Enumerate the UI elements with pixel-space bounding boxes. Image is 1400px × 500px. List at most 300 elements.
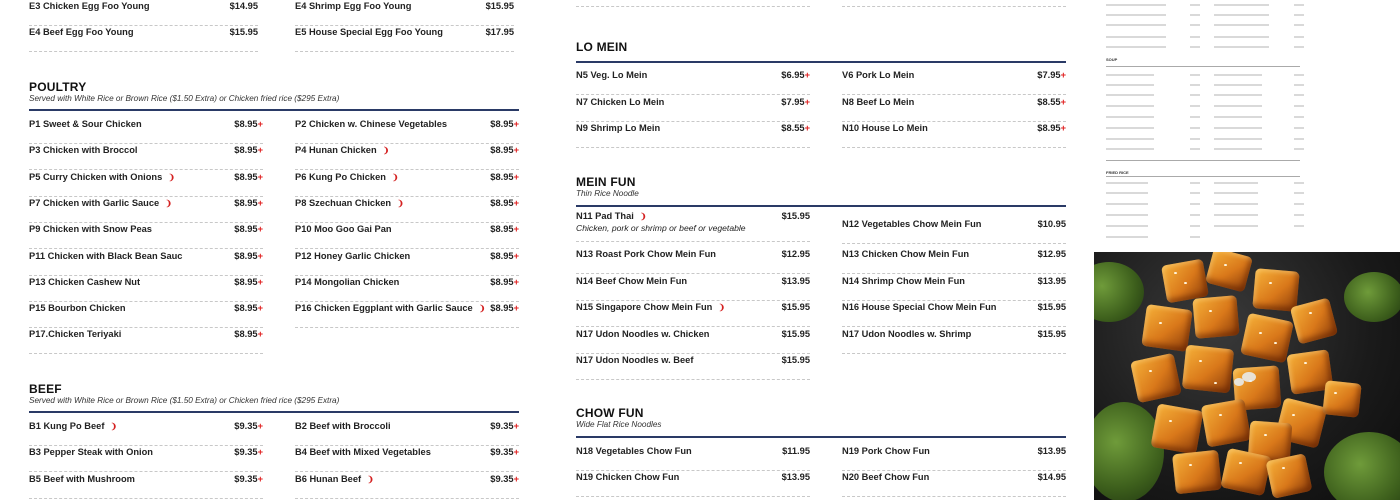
price-plus-sign: +	[1060, 123, 1066, 133]
menu-item	[576, 445, 810, 471]
menu-item-name-text: P10 Moo Goo Gai Pan	[295, 224, 392, 235]
menu-item	[576, 69, 810, 95]
thumb-text-line	[1214, 36, 1269, 38]
price-plus-sign: +	[257, 224, 263, 235]
menu-item-name	[29, 474, 135, 484]
menu-item-price-value: $17.95	[485, 27, 514, 37]
menu-item-name-text: P9 Chicken with Snow Peas	[29, 224, 152, 235]
chicken-piece	[1252, 268, 1299, 312]
menu-item-name	[295, 27, 443, 37]
menu-item-price	[490, 474, 519, 484]
chili-pepper-icon: ❩	[165, 198, 172, 208]
thumb-text-line	[1214, 94, 1262, 96]
menu-item-name-text: N16 House Special Chow Mein Fun	[842, 302, 997, 312]
thumb-text-line	[1106, 84, 1154, 86]
menu-item-price-value: $8.95	[490, 276, 514, 287]
menu-item-name	[576, 211, 647, 221]
menu-item-price-value: $8.55	[1037, 96, 1061, 107]
menu-item-name	[576, 472, 679, 482]
menu-item-price	[234, 198, 263, 208]
menu-item-name	[29, 198, 172, 208]
menu-item	[29, 144, 263, 170]
menu-item	[29, 328, 263, 354]
price-plus-sign: +	[804, 123, 810, 133]
menu-item-price	[1037, 97, 1066, 107]
sesame-seed	[1264, 434, 1267, 436]
menu-item-price-value: $12.95	[1037, 249, 1066, 259]
price-plus-sign: +	[257, 447, 263, 458]
price-plus-sign: +	[257, 197, 263, 208]
thumb-text-line	[1106, 105, 1154, 107]
thumb-text-line	[1190, 46, 1200, 48]
chili-pepper-icon: ❩	[110, 422, 118, 431]
chicken-piece	[1240, 313, 1294, 364]
menu-item	[576, 248, 810, 274]
thumb-text-line	[1190, 225, 1200, 227]
menu-item-price-value: $6.95	[781, 70, 805, 80]
thumb-text-line	[1294, 138, 1304, 140]
menu-item	[842, 471, 1066, 497]
menu-item-price	[490, 421, 519, 431]
chili-pepper-icon: ❩	[718, 303, 726, 312]
menu-item-price-value: $15.95	[781, 355, 810, 365]
menu-item-name	[842, 472, 929, 482]
thumb-text-line	[1106, 203, 1148, 205]
menu-item-price-value: $15.95	[1037, 302, 1066, 312]
chicken-piece	[1172, 450, 1222, 495]
menu-item-name-text: P1 Sweet & Sour Chicken	[29, 119, 142, 129]
thumb-text-line	[1190, 214, 1200, 216]
menu-item-price-value: $15.95	[1037, 328, 1066, 339]
divider	[842, 6, 1066, 7]
menu-item-price	[490, 303, 519, 313]
menu-item-name-text: P4 Hunan Chicken	[295, 145, 377, 156]
thumb-text-line	[1106, 94, 1154, 96]
price-plus-sign: +	[1060, 70, 1066, 80]
beef-section-subtitle: Served with White Rice or Brown Rice ($1.50 Extra) or Chicken fried rice ($295 Extra)	[29, 396, 340, 405]
menu-item-name-text: P11 Chicken with Black Bean Sauc	[29, 250, 183, 261]
broccoli	[1094, 262, 1144, 322]
menu-item-price-value: $8.95	[234, 224, 258, 235]
chicken-piece	[1161, 259, 1209, 304]
menu-item-name-text: E3 Chicken Egg Foo Young	[29, 1, 150, 11]
menu-item-name	[295, 447, 431, 457]
price-plus-sign: +	[513, 276, 519, 287]
menu-page-thumbnail[interactable]	[1094, 0, 1400, 252]
lo-mein-section-title: LO MEIN	[576, 40, 628, 54]
menu-item-name-text: P8 Szechuan Chicken	[295, 197, 392, 208]
thumb-text-line	[1190, 14, 1200, 16]
menu-item-price-value: $9.35	[234, 473, 258, 484]
menu-item	[29, 446, 263, 472]
menu-item-price-value: $8.95	[234, 119, 258, 129]
menu-item-price	[234, 421, 263, 431]
thumb-text-line	[1214, 46, 1269, 48]
menu-item-price-value: $15.95	[485, 1, 514, 11]
menu-item-price	[781, 97, 810, 107]
menu-item-price	[490, 224, 519, 234]
thumb-text-line	[1214, 14, 1269, 16]
thumb-text-line	[1294, 36, 1304, 38]
menu-item	[29, 197, 263, 223]
chicken-piece	[1322, 380, 1361, 418]
sesame-seed	[1214, 382, 1217, 384]
menu-item-price-value: $9.35	[234, 421, 258, 431]
menu-item-price	[490, 447, 519, 457]
price-plus-sign: +	[1060, 96, 1066, 107]
price-plus-sign: +	[257, 119, 263, 129]
menu-item-name	[295, 421, 391, 431]
menu-item-price	[782, 302, 810, 312]
mein-fun-section-subtitle: Thin Rice Noodle	[576, 189, 639, 198]
menu-item-name	[29, 224, 152, 234]
menu-item-name	[29, 277, 140, 287]
thumb-text-line	[1190, 24, 1200, 26]
chili-pepper-icon: ❩	[639, 212, 647, 221]
thumb-text-line	[1190, 4, 1200, 6]
menu-item-name-text: P7 Chicken with Garlic Sauce	[29, 197, 160, 208]
menu-item-price-value: $9.35	[490, 473, 514, 484]
menu-item-name-text: P13 Chicken Cashew Nut	[29, 276, 141, 287]
menu-item-price-value: $8.95	[234, 171, 258, 182]
menu-item-name-text: E4 Shrimp Egg Foo Young	[295, 1, 412, 11]
chicken-piece	[1265, 453, 1312, 498]
price-plus-sign: +	[513, 303, 519, 314]
thumb-text-line	[1214, 225, 1258, 227]
menu-item-price	[1038, 329, 1066, 339]
thumb-text-line	[1106, 74, 1154, 76]
menu-item	[842, 301, 1066, 327]
menu-item-price-value: $8.95	[490, 197, 514, 208]
thumb-text-line	[1214, 192, 1258, 194]
menu-item-price-value: $8.95	[234, 250, 258, 261]
menu-item-name	[29, 303, 126, 313]
menu-item	[295, 118, 519, 144]
menu-item-price-value: $15.95	[229, 27, 258, 37]
sesame-seed	[1304, 362, 1307, 364]
menu-item-price	[234, 329, 263, 339]
price-plus-sign: +	[513, 250, 519, 261]
menu-item	[29, 420, 263, 446]
menu-item-name-text: N20 Beef Chow Fun	[842, 472, 930, 482]
menu-item-name	[29, 119, 142, 129]
thumb-text-line	[1106, 4, 1166, 6]
menu-item-name-text: P2 Chicken w. Chinese Vegetables	[295, 119, 448, 129]
menu-item-price-value: $13.95	[1037, 446, 1066, 456]
menu-item	[842, 122, 1066, 148]
menu-item-name-text: N9 Shrimp Lo Mein	[576, 123, 661, 133]
menu-item-name-text: N15 Singapore Chow Mein Fun	[576, 302, 713, 312]
menu-item-price	[782, 472, 810, 482]
menu-item-name	[29, 329, 121, 339]
mein-fun-section-title: MEIN FUN	[576, 175, 636, 189]
menu-item	[576, 96, 810, 122]
thumb-text-line	[1294, 24, 1304, 26]
menu-item-price	[490, 145, 519, 155]
menu-item	[29, 26, 258, 52]
sesame-seed	[1274, 342, 1277, 344]
menu-item	[842, 248, 1066, 274]
price-plus-sign: +	[257, 303, 263, 314]
menu-item-price	[1038, 302, 1066, 312]
menu-item-name	[842, 249, 969, 259]
thumb-text-line	[1214, 24, 1269, 26]
menu-item	[842, 275, 1066, 301]
sesame-seed	[1169, 420, 1172, 422]
menu-item-name-text: N14 Beef Chow Mein Fun	[576, 275, 688, 286]
price-plus-sign: +	[513, 447, 519, 458]
chicken-piece	[1151, 403, 1204, 454]
thumb-text-line	[1294, 148, 1304, 150]
menu-item-price	[1037, 70, 1066, 80]
menu-item-price-value: $14.95	[229, 1, 258, 11]
thumb-text-line	[1190, 236, 1200, 238]
menu-item	[842, 328, 1066, 354]
sesame-seed	[1309, 312, 1312, 314]
chicken-piece	[1182, 345, 1234, 394]
thumb-text-line	[1214, 105, 1262, 107]
menu-item-name-text: E4 Beef Egg Foo Young	[29, 27, 134, 37]
menu-item-price-value: $12.95	[781, 249, 810, 259]
menu-item-price-value: $15.95	[781, 328, 810, 339]
menu-item	[576, 328, 810, 354]
price-plus-sign: +	[257, 421, 263, 431]
menu-item-price-value: $8.95	[490, 119, 514, 129]
thumb-text-line	[1190, 94, 1200, 96]
menu-item-name	[576, 329, 709, 339]
menu-item	[29, 276, 263, 302]
menu-item-price	[230, 27, 258, 37]
thumb-text-line	[1190, 105, 1200, 107]
menu-item-price	[490, 277, 519, 287]
menu-item-name	[295, 145, 389, 155]
chili-pepper-icon: ❩	[367, 474, 374, 484]
menu-item-price-value: $9.35	[234, 447, 258, 458]
menu-item-name	[842, 276, 965, 286]
food-photo	[1094, 252, 1400, 500]
sesame-seed	[1239, 462, 1242, 464]
chicken-piece	[1220, 448, 1271, 496]
menu-item-name-text: N18 Vegetables Chow Fun	[576, 446, 692, 456]
menu-item-price	[486, 27, 514, 37]
menu-item-price-value: $8.95	[1037, 123, 1061, 133]
menu-item	[576, 301, 810, 327]
thumb-text-line	[1214, 148, 1262, 150]
menu-item-price-value: $15.95	[781, 302, 810, 312]
menu-item-price	[1038, 472, 1066, 482]
menu-item-price	[782, 211, 810, 221]
price-plus-sign: +	[257, 276, 263, 287]
menu-item-name	[576, 446, 692, 456]
divider	[576, 6, 810, 7]
thumb-text-line	[1190, 116, 1200, 118]
poultry-section-divider	[29, 109, 519, 111]
menu-item	[842, 69, 1066, 95]
price-plus-sign: +	[257, 171, 263, 182]
menu-item-name-text: N17 Udon Noodles w. Shrimp	[842, 328, 972, 339]
menu-item-price	[234, 447, 263, 457]
broccoli	[1344, 272, 1400, 322]
menu-item-name	[29, 27, 134, 37]
menu-item-name-text: P15 Bourbon Chicken	[29, 303, 126, 314]
price-plus-sign: +	[513, 421, 519, 431]
menu-item-name-text: P5 Curry Chicken with Onions	[29, 171, 163, 182]
broccoli	[1324, 432, 1400, 500]
thumb-text-line	[1214, 138, 1262, 140]
thumb-text-line	[1214, 74, 1262, 76]
menu-item-price-value: $8.95	[490, 171, 514, 182]
sesame-seed	[1334, 392, 1337, 394]
thumb-soup-label: SOUP	[1106, 57, 1118, 62]
thumb-text-line	[1190, 148, 1200, 150]
thumb-text-line	[1214, 203, 1258, 205]
menu-item-price-value: $8.95	[234, 197, 258, 208]
chow-fun-section-title: CHOW FUN	[576, 406, 644, 420]
menu-item	[576, 122, 810, 148]
menu-item-price	[234, 303, 263, 313]
menu-item-price	[781, 123, 810, 133]
broccoli	[1094, 402, 1164, 500]
menu-item	[295, 473, 519, 499]
menu-item-name	[295, 277, 399, 287]
sesame-seed	[1219, 414, 1222, 416]
price-plus-sign: +	[257, 250, 263, 261]
menu-item	[29, 223, 263, 249]
menu-item-name	[576, 276, 687, 286]
thumb-text-line	[1190, 36, 1200, 38]
menu-item	[842, 218, 1066, 244]
menu-item-name-text: N5 Veg. Lo Mein	[576, 70, 648, 80]
menu-item-price-value: $14.95	[1037, 472, 1066, 482]
menu-item-name-text: P14 Mongolian Chicken	[295, 276, 400, 287]
chili-pepper-icon: ❩	[168, 172, 175, 182]
menu-item-name-text: N17 Udon Noodles w. Chicken	[576, 328, 710, 339]
menu-item-name-text: P12 Honey Garlic Chicken	[295, 250, 411, 261]
menu-item-name-text: P6 Kung Po Chicken	[295, 171, 386, 182]
menu-item-name	[842, 70, 914, 80]
price-plus-sign: +	[513, 197, 519, 208]
menu-item-name-text: B3 Pepper Steak with Onion	[29, 447, 153, 458]
menu-item-price	[1038, 276, 1066, 286]
thumb-text-line	[1294, 84, 1304, 86]
menu-item-name	[842, 329, 971, 339]
menu-item-price-value: $7.95	[781, 96, 805, 107]
menu-item-name-text: N17 Udon Noodles w. Beef	[576, 355, 694, 365]
menu-item-name-text: N13 Chicken Chow Mein Fun	[842, 249, 970, 259]
price-plus-sign: +	[257, 473, 263, 484]
thumb-divider	[1106, 160, 1300, 161]
thumb-text-line	[1214, 127, 1262, 129]
thumb-text-line	[1214, 214, 1258, 216]
chicken-piece	[1130, 353, 1182, 403]
thumb-text-line	[1106, 192, 1148, 194]
menu-item-name-text: V6 Pork Lo Mein	[842, 70, 915, 80]
menu-item-name	[295, 224, 392, 234]
menu-item-name-text: N10 House Lo Mein	[842, 123, 928, 133]
thumb-text-line	[1106, 116, 1154, 118]
menu-item-name	[295, 1, 411, 11]
menu-item-name-text: P17.Chicken Teriyaki	[29, 329, 122, 340]
chili-pepper-icon: ❩	[391, 172, 399, 182]
menu-item-price	[234, 119, 263, 129]
chicken-piece	[1290, 297, 1338, 344]
menu-item-name	[842, 446, 930, 456]
menu-item-price-value: $8.95	[234, 303, 258, 314]
menu-item-price-value: $13.95	[781, 472, 810, 482]
chicken-piece	[1192, 295, 1239, 339]
menu-item	[576, 275, 810, 301]
menu-item-name	[29, 145, 138, 155]
chow-fun-section-subtitle: Wide Flat Rice Noodles	[576, 420, 662, 429]
menu-item-name-text: N13 Roast Pork Chow Mein Fun	[576, 249, 716, 259]
menu-item-name	[29, 172, 175, 182]
thumb-text-line	[1106, 14, 1166, 16]
menu-item-name-text: N8 Beef Lo Mein	[842, 96, 915, 107]
sesame-seed	[1292, 414, 1295, 416]
menu-item-name	[295, 474, 374, 484]
menu-item-name-text: B6 Hunan Beef	[295, 473, 362, 484]
sesame-seed	[1149, 370, 1152, 372]
menu-item-price-value: $8.95	[490, 250, 514, 261]
thumb-text-line	[1294, 105, 1304, 107]
mein-fun-section-divider	[576, 205, 1066, 207]
menu-item	[295, 250, 519, 276]
menu-item-name	[842, 123, 928, 133]
price-plus-sign: +	[804, 96, 810, 107]
menu-item-name-text: B1 Kung Po Beef	[29, 421, 105, 431]
menu-item-price-value: $8.95	[234, 329, 258, 340]
menu-item-name-text: B2 Beef with Broccoli	[295, 421, 391, 431]
menu-item-price	[782, 446, 810, 456]
thumb-text-line	[1294, 192, 1304, 194]
thumb-text-line	[1190, 182, 1200, 184]
menu-item	[295, 446, 519, 472]
menu-item-name-text: N11 Pad Thai	[576, 211, 634, 221]
thumb-text-line	[1190, 84, 1200, 86]
thumb-text-line	[1294, 74, 1304, 76]
menu-item-name	[576, 97, 664, 107]
thumb-text-line	[1106, 138, 1154, 140]
menu-item-name-text: P16 Chicken Eggplant with Garlic Sauce	[295, 303, 473, 314]
menu-item	[29, 473, 263, 499]
menu-item-price	[490, 172, 519, 182]
menu-item-price-value: $8.55	[781, 123, 805, 133]
menu-item-name	[576, 123, 660, 133]
menu-item-name	[295, 119, 447, 129]
menu-item	[295, 197, 519, 223]
thumb-text-line	[1190, 138, 1200, 140]
thumb-text-line	[1106, 36, 1166, 38]
menu-item-price	[234, 277, 263, 287]
sesame-seed	[1259, 332, 1262, 334]
menu-item-price-value: $15.95	[781, 211, 810, 221]
menu-item-price-value: $11.95	[782, 446, 810, 456]
menu-item-name	[842, 219, 981, 229]
price-plus-sign: +	[257, 329, 263, 340]
menu-item-name-text: E5 House Special Egg Foo Young	[295, 27, 443, 37]
menu-item-name	[29, 447, 153, 457]
sesame-seed	[1184, 282, 1187, 284]
thumb-text-line	[1190, 127, 1200, 129]
menu-item-name	[842, 97, 914, 107]
thumb-text-line	[1214, 84, 1262, 86]
price-plus-sign: +	[513, 145, 519, 156]
menu-item-name	[29, 1, 150, 11]
garnish	[1234, 378, 1244, 386]
menu-item	[295, 223, 519, 249]
menu-item-name-text: N12 Vegetables Chow Mein Fun	[842, 219, 982, 229]
menu-item-price-value: $9.35	[490, 421, 514, 431]
